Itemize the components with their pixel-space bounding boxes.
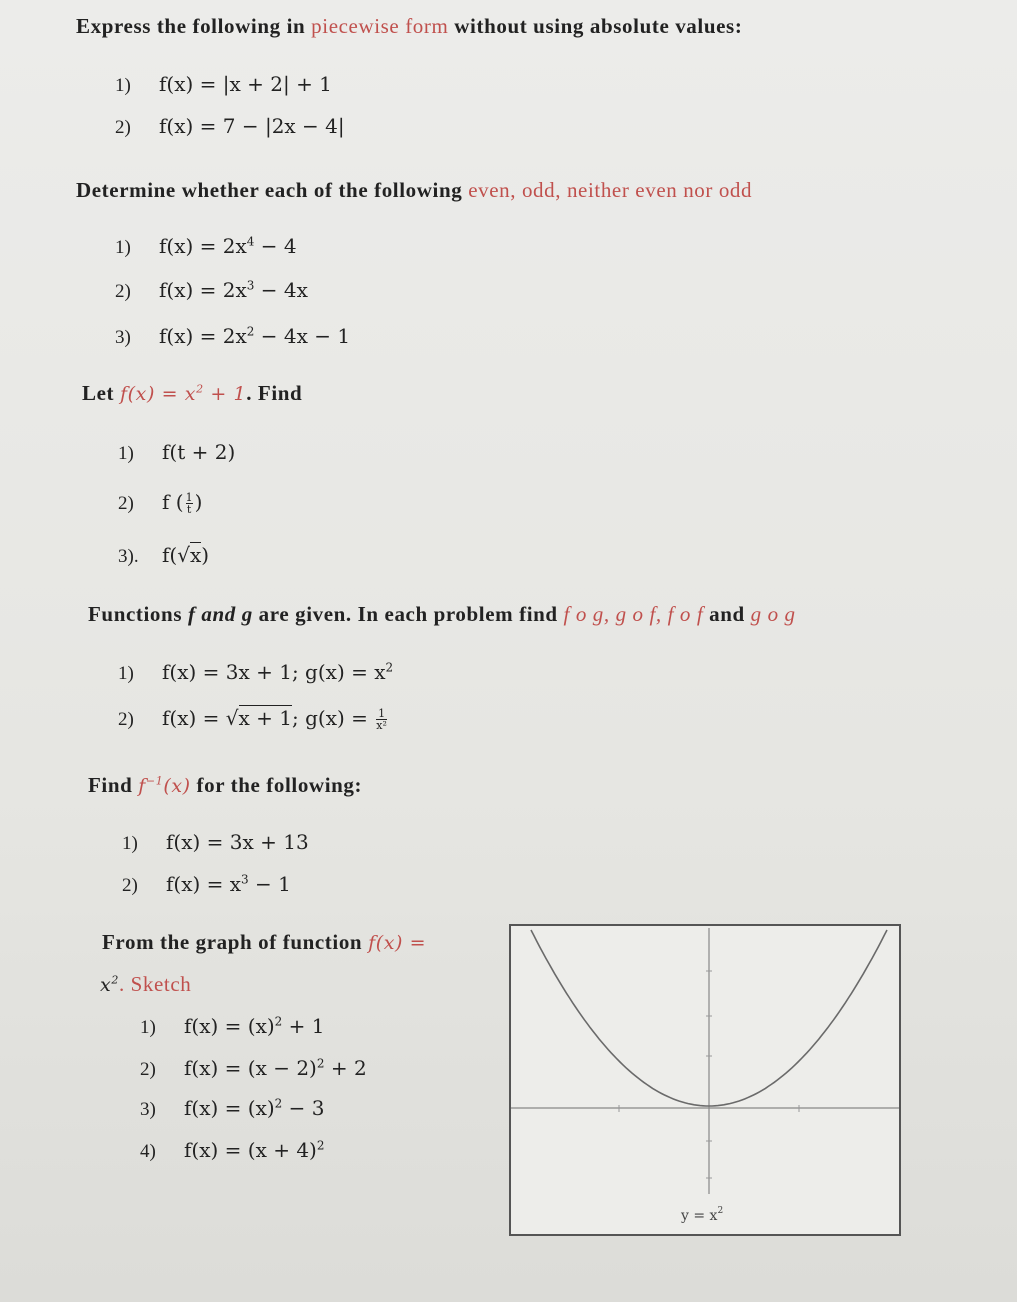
parabola-graph: [509, 924, 901, 1236]
piecewise-item-1: 1) f(x) = |x + 2| + 1: [115, 72, 332, 96]
evaluate-item-3: 3). f(√x): [118, 543, 210, 567]
composition-item-2: 2) f(x) = √x + 1; g(x) = $\frac{1}{\text{x²}}$: [118, 706, 387, 732]
inverse-item-1: 1) f(x) = 3x + 13: [122, 830, 309, 854]
piecewise-heading: Express the following in piecewise form without using absolute values:: [76, 14, 743, 38]
parity-heading: Determine whether each of the following even, odd, neither even nor odd: [76, 178, 753, 202]
graph-item-1: 1) $f(x) = (x)^2 + 1$: [140, 1014, 325, 1038]
parity-item-1: 1) $f(x) = 2x^4 - 4$: [115, 234, 297, 258]
piecewise-item-2: 2) f(x) = 7 − |2x − 4|: [115, 114, 345, 138]
composition-item-1: 1) f(x) = 3x + 1; $g(x) = x^2$: [118, 660, 394, 684]
parity-item-3: 3) $f(x) = 2x^2 - 4x - 1$: [115, 324, 351, 348]
evaluate-item-2: 2) f ( $\frac{1}{t}$ ): [118, 490, 203, 516]
composition-heading: Functions f and g are given. In each problem find f o g, g o f, f o f and g o g: [88, 602, 796, 626]
evaluate-heading: Let $f(x) = x^2 + 1$. Find: [82, 381, 303, 405]
graph-heading-line1: From the graph of function f(x) =: [102, 930, 427, 954]
parity-item-2: 2) $f(x) = 2x^3 - 4x$: [115, 278, 308, 302]
graph-item-3: 3) $f(x) = (x)^2 - 3$: [140, 1096, 325, 1120]
parabola-svg: [511, 926, 899, 1234]
graph-item-4: 4) $f(x) = (x + 4)^2$: [140, 1138, 325, 1162]
inverse-heading: Find $f^{-1}(x)$ for the following:: [88, 773, 363, 797]
plot-label: $y = x^2$: [681, 1206, 724, 1224]
evaluate-item-1: 1) f(t + 2): [118, 440, 236, 464]
graph-heading-line2: $x^2$. Sketch: [100, 972, 192, 996]
graph-item-2: 2) $f(x) = (x - 2)^2 + 2$: [140, 1056, 367, 1080]
inverse-item-2: 2) $f(x) = x^3 - 1$: [122, 872, 291, 896]
